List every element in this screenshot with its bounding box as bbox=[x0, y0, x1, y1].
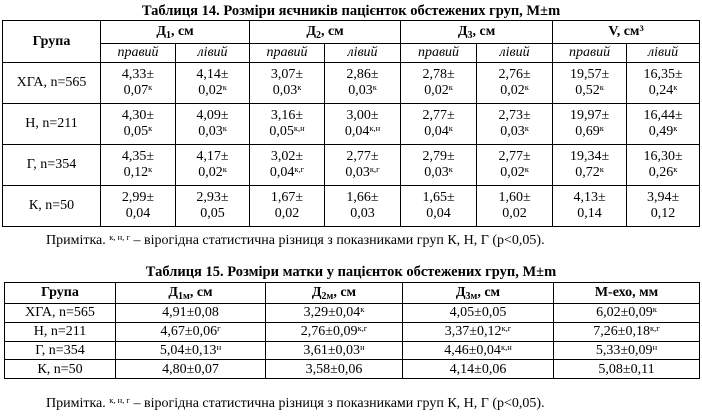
value-cell: $2,76\pm 0,09^{к,г}$ bbox=[266, 322, 403, 341]
value-cell: 4,30± $0,05^к$ bbox=[101, 104, 176, 145]
subheader-right: правий bbox=[250, 44, 325, 63]
value-cell: 2,86± $0,03^к$ bbox=[325, 63, 401, 104]
subheader-left: лівий bbox=[477, 44, 553, 63]
value-cell: 1,60± 0,02 bbox=[477, 186, 553, 227]
table-row bbox=[5, 304, 700, 323]
value-cell: 2,78± $0,02^к$ bbox=[401, 63, 477, 104]
group-label: К, n=50 bbox=[3, 186, 101, 227]
value-cell: 3,94± 0,12 bbox=[627, 186, 700, 227]
value-cell: 16,30± $0,26^к$ bbox=[627, 145, 700, 186]
value-cell: 4,80±0,07 bbox=[116, 360, 266, 379]
table-row bbox=[3, 186, 700, 227]
value-cell: $4,46\pm 0,04^{к,н}$ bbox=[403, 341, 554, 360]
group-label: Г, n=354 bbox=[5, 341, 116, 360]
col-header-d3: $Д_3$, см bbox=[401, 21, 553, 44]
value-cell: 4,14±0,06 bbox=[403, 360, 554, 379]
value-cell: 4,35± $0,12^к$ bbox=[101, 145, 176, 186]
subheader-left: лівий bbox=[627, 44, 700, 63]
table-row bbox=[5, 341, 700, 360]
value-cell: 1,67± 0,02 bbox=[250, 186, 325, 227]
value-cell: 2,77± $0,02^к$ bbox=[477, 145, 553, 186]
value-cell: 3,07± $0,03^к$ bbox=[250, 63, 325, 104]
subheader-left: лівий bbox=[325, 44, 401, 63]
table-row bbox=[5, 360, 700, 379]
value-cell: $6,02\pm 0,09^к$ bbox=[554, 304, 700, 323]
value-cell: 1,65± 0,04 bbox=[401, 186, 477, 227]
table14-title: Таблиця 14. Розміри яєчників пацієнток обстежених груп, M±m bbox=[141, 3, 561, 19]
value-cell: $5,33\pm 0,09^н$ bbox=[554, 341, 700, 360]
subheader-left: лівий bbox=[176, 44, 250, 63]
value-cell: 2,79± $0,03^к$ bbox=[401, 145, 477, 186]
value-cell: 4,33± $0,07^к$ bbox=[101, 63, 176, 104]
subheader-right: правий bbox=[553, 44, 627, 63]
table15-title: Таблиця 15. Розміри матки у пацієнток обстежених груп, M±m bbox=[145, 264, 557, 280]
table-row bbox=[3, 145, 700, 186]
subheader-right: правий bbox=[401, 44, 477, 63]
table-row bbox=[5, 322, 700, 341]
value-cell: 3,00± $0,04^{к,н}$ bbox=[325, 104, 401, 145]
table-row bbox=[3, 63, 700, 104]
value-cell: $3,61\pm 0,03^н$ bbox=[266, 341, 403, 360]
uterus-size-table bbox=[4, 282, 700, 379]
ovary-size-table bbox=[2, 20, 700, 227]
value-cell: 19,57± $0,52^к$ bbox=[553, 63, 627, 104]
group-header: Група bbox=[5, 283, 116, 304]
value-cell: 3,02± $0,04^{к,г}$ bbox=[250, 145, 325, 186]
value-cell: 4,05±0,05 bbox=[403, 304, 554, 323]
value-cell: 2,93± 0,05 bbox=[176, 186, 250, 227]
col-header-d1m: $Д_{1м}$, см bbox=[116, 283, 266, 304]
value-cell: 2,77± $0,03^{к,г}$ bbox=[325, 145, 401, 186]
col-header-m-echo: М-ехо, мм bbox=[554, 283, 700, 304]
col-header-d2: $Д_2$, см bbox=[250, 21, 401, 44]
value-cell: 2,73± $0,03^к$ bbox=[477, 104, 553, 145]
value-cell: $3,37\pm 0,12^{к,г}$ bbox=[403, 322, 554, 341]
value-cell: 2,77± $0,04^к$ bbox=[401, 104, 477, 145]
col-header-d1: $Д_1$, см bbox=[101, 21, 250, 44]
col-header-d2m: $Д_{2м}$, см bbox=[266, 283, 403, 304]
group-label: ХГА, n=565 bbox=[3, 63, 101, 104]
value-cell: 1,66± 0,03 bbox=[325, 186, 401, 227]
value-cell: 5,08±0,11 bbox=[554, 360, 700, 379]
value-cell: 19,34± $0,72^к$ bbox=[553, 145, 627, 186]
value-cell: $4,67\pm 0,06^г$ bbox=[116, 322, 266, 341]
group-label: Н, n=211 bbox=[3, 104, 101, 145]
group-label: ХГА, n=565 bbox=[5, 304, 116, 323]
value-cell: 16,35± $0,24^к$ bbox=[627, 63, 700, 104]
value-cell: 4,13± 0,14 bbox=[553, 186, 627, 227]
table-row bbox=[3, 104, 700, 145]
group-label: Н, n=211 bbox=[5, 322, 116, 341]
group-label: К, n=50 bbox=[5, 360, 116, 379]
value-cell: 4,91±0,08 bbox=[116, 304, 266, 323]
table14-footnote: Примітка. $^{к, н, г}$ – вірогідна статистична різниця з показниками груп К, Н, Г (р<0,05). bbox=[46, 232, 545, 248]
group-header: Група bbox=[3, 21, 101, 63]
value-cell: 16,44± $0,49^к$ bbox=[627, 104, 700, 145]
col-header-volume: V, $см^3$ bbox=[553, 21, 700, 44]
value-cell: $3,29\pm 0,04^к$ bbox=[266, 304, 403, 323]
value-cell: 2,99± 0,04 bbox=[101, 186, 176, 227]
table15-footnote: Примітка. $^{к, н, г}$ – вірогідна статистична різниця з показниками груп К, Н, Г (р<0,05). bbox=[46, 395, 545, 411]
value-cell: 3,16± $0,05^{к,н}$ bbox=[250, 104, 325, 145]
value-cell: $7,26\pm 0,18^{к,г}$ bbox=[554, 322, 700, 341]
value-cell: 2,76± $0,02^к$ bbox=[477, 63, 553, 104]
value-cell: 4,17± $0,02^к$ bbox=[176, 145, 250, 186]
subheader-right: правий bbox=[101, 44, 176, 63]
value-cell: 19,97± $0,69^к$ bbox=[553, 104, 627, 145]
col-header-d3m: $Д_{3м}$, см bbox=[403, 283, 554, 304]
group-label: Г, n=354 bbox=[3, 145, 101, 186]
value-cell: 4,09± $0,03^к$ bbox=[176, 104, 250, 145]
value-cell: 4,14± $0,02^к$ bbox=[176, 63, 250, 104]
value-cell: $5,04\pm 0,13^н$ bbox=[116, 341, 266, 360]
value-cell: 3,58±0,06 bbox=[266, 360, 403, 379]
